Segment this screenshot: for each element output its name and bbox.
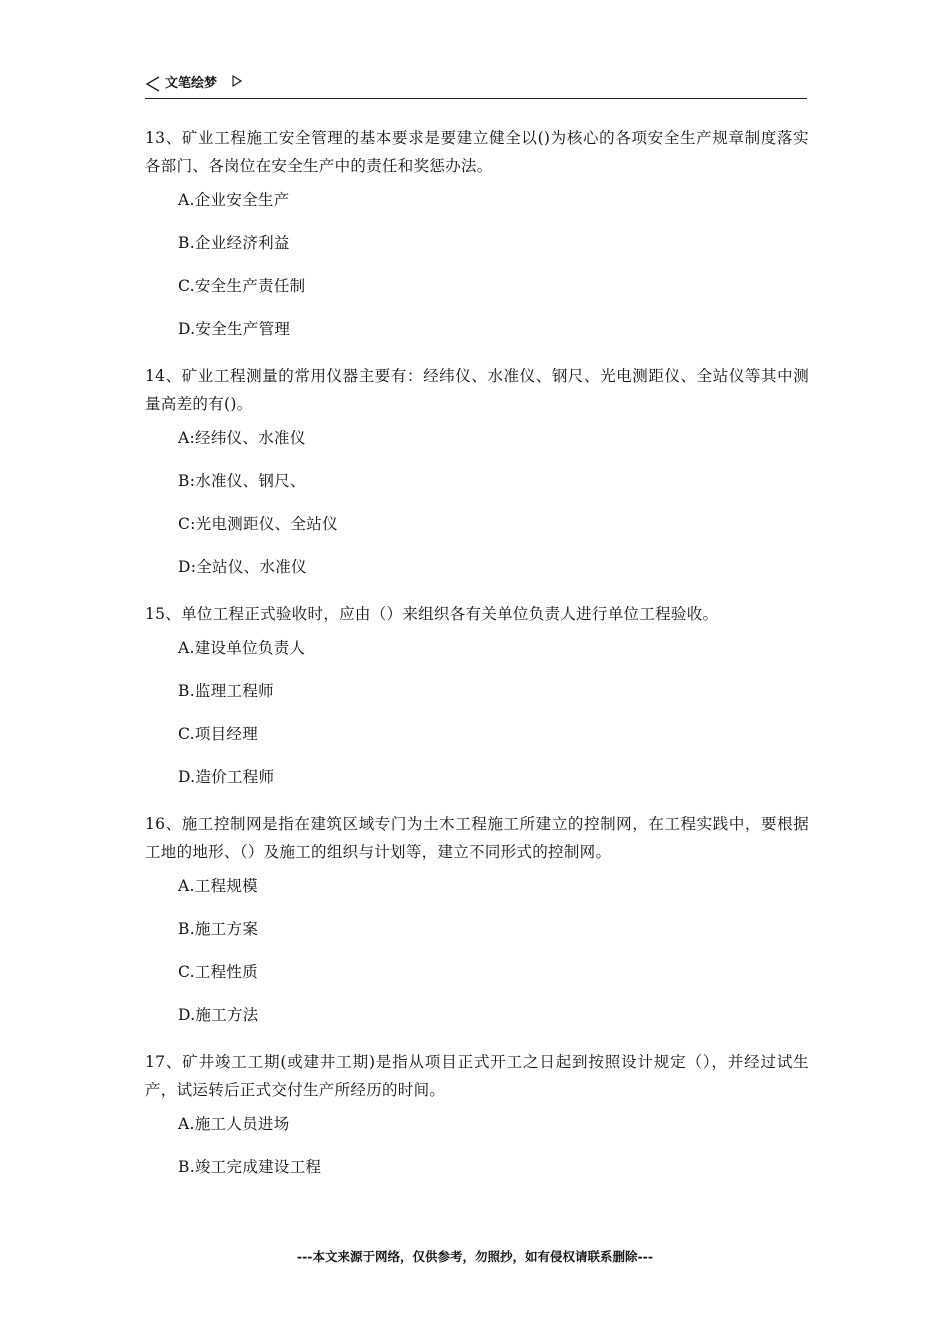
question-block: [145, 1048, 809, 1177]
triangle-right-icon: [232, 75, 242, 87]
option-item: C.工程性质: [178, 963, 259, 981]
option-item: D.安全生产管理: [178, 320, 291, 338]
footer-disclaimer: ---本文来源于网络，仅供参考，勿照抄，如有侵权请联系删除---: [296, 1249, 654, 1264]
triangle-left-icon: [145, 76, 161, 92]
question-text: 15、单位工程正式验收时，应由（）来组织各有关单位负责人进行单位工程验收。: [145, 605, 719, 623]
question-text: 14、矿业工程测量的常用仪器主要有：经纬仪、水准仪、钢尺、光电测距仪、全站仪等其中测量高差的有()。: [145, 367, 809, 413]
option-item: B.企业经济利益: [178, 234, 290, 252]
question-block: [145, 362, 809, 577]
option-item: A.工程规模: [178, 877, 258, 895]
question-text: 16、施工控制网是指在建筑区域专门为土木工程施工所建立的控制网，在工程实践中，要根据工地的地形、（）及施工的组织与计划等，建立不同形式的控制网。: [145, 815, 809, 861]
option-item: D.施工方法: [178, 1006, 259, 1024]
option-item: B.施工方案: [178, 920, 259, 938]
option-item: C.安全生产责任制: [178, 277, 306, 295]
option-item: C.项目经理: [178, 725, 259, 743]
question-block: [145, 600, 809, 787]
option-item: B:水准仪、钢尺、: [178, 472, 306, 490]
page-header: [145, 74, 807, 99]
question-block: [145, 124, 809, 339]
option-item: A.企业安全生产: [178, 191, 290, 209]
question-list: [145, 124, 809, 1200]
question-block: [145, 810, 809, 1025]
option-item: B.竣工完成建设工程: [178, 1158, 322, 1176]
header-title: 文笔绘梦: [165, 76, 218, 91]
option-item: A.建设单位负责人: [178, 639, 306, 657]
question-text: 17、矿井竣工工期(或建井工期)是指从项目正式开工之日起到按照设计规定（），并经过试生产，试运转后正式交付生产所经历的时间。: [145, 1053, 809, 1099]
option-item: D.造价工程师: [178, 768, 275, 786]
question-text: 13、矿业工程施工安全管理的基本要求是要建立健全以()为核心的各项安全生产规章制度落实各部门、各岗位在安全生产中的责任和奖惩办法。: [145, 129, 809, 175]
option-item: A:经纬仪、水准仪: [178, 429, 306, 447]
option-item: A.施工人员进场: [178, 1115, 290, 1133]
option-item: B.监理工程师: [178, 682, 274, 700]
option-item: D:全站仪、水准仪: [178, 558, 307, 576]
option-item: C:光电测距仪、全站仪: [178, 515, 338, 533]
